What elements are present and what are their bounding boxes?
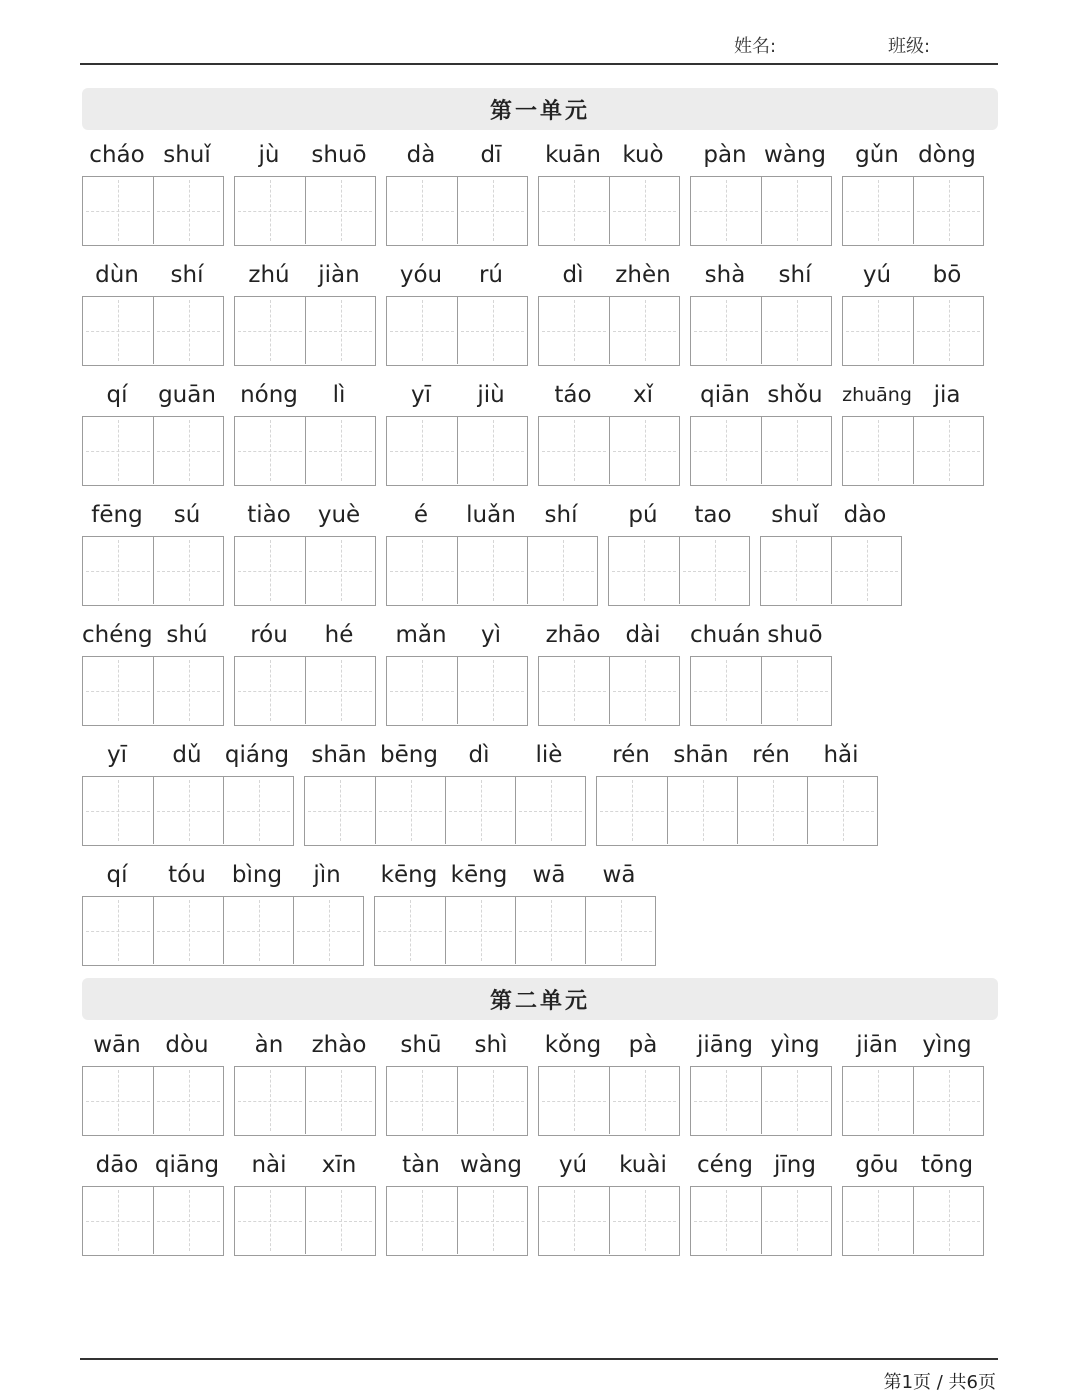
pinyin-label: kēng [450,862,508,888]
writing-cell[interactable] [539,417,609,484]
tian-zi-ge-grid [538,416,680,486]
tian-zi-ge-grid [234,536,376,606]
tian-zi-ge-grid [82,296,224,366]
pinyin-label: zhèn [615,262,671,288]
tian-zi-ge-grid [386,1186,528,1256]
writing-cell[interactable] [293,897,363,964]
unit-1-header [82,88,998,130]
writing-cell[interactable] [375,777,445,844]
writing-cell[interactable] [457,657,527,724]
writing-cell[interactable] [843,177,913,244]
pinyin-label: kēng [380,862,438,888]
writing-cell[interactable] [305,297,375,364]
writing-cell[interactable] [609,1187,679,1254]
unit-2-header [82,978,998,1020]
tian-zi-ge-grid [234,1186,376,1256]
pinyin-label: é [413,502,429,528]
writing-cell[interactable] [691,297,761,364]
writing-cell[interactable] [305,537,375,604]
writing-cell[interactable] [609,657,679,724]
writing-cell[interactable] [609,1067,679,1134]
writing-cell[interactable] [305,777,375,844]
writing-cell[interactable] [223,777,293,844]
writing-cell[interactable] [387,657,457,724]
pinyin-label: zhú [248,262,290,288]
writing-cell[interactable] [305,1067,375,1134]
writing-cell[interactable] [153,897,223,964]
writing-cell[interactable] [445,897,515,964]
pinyin-label: shuō [767,622,823,648]
pinyin-label: shān [673,742,729,768]
writing-cell[interactable] [83,897,153,964]
pinyin-label: cháo [89,142,145,168]
tian-zi-ge-grid [386,656,528,726]
tian-zi-ge-grid [842,296,984,366]
writing-cell[interactable] [597,777,667,844]
tian-zi-ge-grid [842,176,984,246]
writing-cell[interactable] [83,177,153,244]
pinyin-label: nài [251,1152,287,1178]
writing-cell[interactable] [235,417,305,484]
pinyin-label: àn [254,1032,284,1058]
writing-cell[interactable] [539,657,609,724]
tian-zi-ge-grid [386,176,528,246]
pinyin-label: yìng [770,1032,820,1058]
pinyin-label: shú [166,622,208,648]
pinyin-label: yī [106,742,127,768]
writing-cell[interactable] [153,537,223,604]
tian-zi-ge-grid [374,896,656,966]
tian-zi-ge-grid [234,1066,376,1136]
pinyin-label: shí [544,502,578,528]
pinyin-label: tàn [402,1152,440,1178]
pinyin-label: xīn [321,1152,357,1178]
pinyin-label: céng [697,1152,753,1178]
pinyin-label: shì [474,1032,508,1058]
pinyin-label: dì [562,262,584,288]
pinyin-label: qí [106,862,128,888]
pinyin-label: hǎi [823,742,859,768]
writing-cell[interactable] [843,417,913,484]
header-rule [80,63,998,65]
pinyin-label: dòu [165,1032,209,1058]
tian-zi-ge-grid [690,656,832,726]
pinyin-label: jìn [313,862,341,888]
writing-cell[interactable] [609,537,679,604]
writing-cell[interactable] [515,897,585,964]
writing-cell[interactable] [761,657,831,724]
tian-zi-ge-grid [842,416,984,486]
pinyin-label: pú [628,502,658,528]
pinyin-label: jù [258,142,280,168]
tian-zi-ge-grid [82,536,224,606]
tian-zi-ge-grid [82,776,294,846]
name-label: 姓名: [734,36,777,57]
pinyin-label: jiàn [318,262,360,288]
writing-cell[interactable] [83,657,153,724]
pinyin-label: tiào [247,502,291,528]
pinyin-label: kǒng [544,1032,602,1058]
writing-cell[interactable] [843,297,913,364]
writing-cell[interactable] [913,297,983,364]
writing-cell[interactable] [235,657,305,724]
pinyin-label: bēng [380,742,438,768]
writing-cell[interactable] [153,417,223,484]
writing-cell[interactable] [761,297,831,364]
writing-cell[interactable] [667,777,737,844]
tian-zi-ge-grid [608,536,750,606]
writing-cell[interactable] [83,1187,153,1254]
pinyin-label: shān [311,742,367,768]
pinyin-label: kuò [622,142,664,168]
pinyin-label: yuè [317,502,361,528]
tian-zi-ge-grid [304,776,586,846]
writing-cell[interactable] [843,1067,913,1134]
pinyin-label: wàng [763,142,827,168]
pinyin-label: kuān [545,142,601,168]
tian-zi-ge-grid [82,1186,224,1256]
pinyin-label: yī [410,382,431,408]
pinyin-label: pà [628,1032,658,1058]
pinyin-label: yú [862,262,892,288]
writing-cell[interactable] [153,657,223,724]
writing-cell[interactable] [913,417,983,484]
writing-cell[interactable] [445,777,515,844]
writing-cell[interactable] [761,177,831,244]
pinyin-label: qí [106,382,128,408]
tian-zi-ge-grid [596,776,878,846]
writing-cell[interactable] [387,1187,457,1254]
writing-cell[interactable] [609,177,679,244]
pinyin-label: wàng [459,1152,523,1178]
pinyin-label: jia [933,382,961,408]
writing-cell[interactable] [691,1187,761,1254]
pinyin-label: shuǐ [771,502,819,528]
tian-zi-ge-grid [234,176,376,246]
tian-zi-ge-grid [82,176,224,246]
tian-zi-ge-grid [234,416,376,486]
unit-1-title: 第一单元 [489,97,590,124]
pinyin-label: sú [173,502,201,528]
tian-zi-ge-grid [386,536,598,606]
writing-cell[interactable] [679,537,749,604]
writing-cell[interactable] [609,417,679,484]
writing-cell[interactable] [235,537,305,604]
writing-cell[interactable] [83,1067,153,1134]
pinyin-label: kuài [619,1152,667,1178]
writing-cell[interactable] [457,297,527,364]
writing-cell[interactable] [153,1067,223,1134]
footer-rule [80,1358,998,1360]
pinyin-label: jiāng [696,1032,754,1058]
pinyin-label: wān [93,1032,141,1058]
tian-zi-ge-grid [82,1066,224,1136]
pinyin-label: tōng [920,1152,974,1178]
pinyin-label: rén [752,742,790,768]
pinyin-label: wā [602,862,636,888]
pinyin-label: bō [932,262,962,288]
pinyin-label: yóu [399,262,443,288]
tian-zi-ge-grid [234,656,376,726]
pinyin-label: yì [480,622,501,648]
writing-cell[interactable] [761,1187,831,1254]
pinyin-label: shí [778,262,812,288]
writing-cell[interactable] [457,537,527,604]
writing-cell[interactable] [585,897,655,964]
tian-zi-ge-grid [386,296,528,366]
writing-cell[interactable] [831,537,901,604]
tian-zi-ge-grid [760,536,902,606]
writing-cell[interactable] [737,777,807,844]
tian-zi-ge-grid [538,656,680,726]
pinyin-label: wā [532,862,566,888]
pinyin-label: dùn [95,262,139,288]
pinyin-label: shí [170,262,204,288]
pinyin-label: rén [612,742,650,768]
pinyin-label: lì [332,382,346,408]
tian-zi-ge-grid [690,1186,832,1256]
pinyin-label: liè [535,742,563,768]
writing-cell[interactable] [235,177,305,244]
writing-cell[interactable] [305,1187,375,1254]
pinyin-label: qiāng [154,1152,220,1178]
pinyin-label: shǒu [767,382,823,408]
writing-cell[interactable] [913,1187,983,1254]
pinyin-label: tao [694,502,732,528]
tian-zi-ge-grid [690,296,832,366]
writing-cell[interactable] [457,417,527,484]
pinyin-label: luǎn [466,502,516,528]
writing-cell[interactable] [235,1187,305,1254]
writing-cell[interactable] [527,537,597,604]
writing-cell[interactable] [761,1067,831,1134]
pinyin-label: dài [625,622,661,648]
writing-cell[interactable] [153,777,223,844]
pinyin-label: jiān [856,1032,898,1058]
pinyin-label: dà [406,142,436,168]
pinyin-label: xǐ [632,382,653,408]
writing-cell[interactable] [691,417,761,484]
pinyin-label: pàn [703,142,747,168]
writing-cell[interactable] [807,777,877,844]
pinyin-label: dǔ [172,742,202,768]
class-label: 班级: [888,36,931,57]
writing-cell[interactable] [457,1187,527,1254]
pinyin-label: jiù [477,382,505,408]
tian-zi-ge-grid [690,1066,832,1136]
pinyin-label: yú [558,1152,588,1178]
writing-cell[interactable] [387,177,457,244]
pinyin-label: dī [480,142,502,168]
pinyin-label: dì [468,742,490,768]
unit-2-title: 第二单元 [489,987,590,1014]
writing-cell[interactable] [235,1067,305,1134]
writing-cell[interactable] [83,537,153,604]
writing-cell[interactable] [913,177,983,244]
pinyin-label: qiáng [224,742,290,768]
pinyin-label: yìng [922,1032,972,1058]
pinyin-label: gōu [855,1152,899,1178]
writing-cell[interactable] [761,417,831,484]
pinyin-label: tóu [168,862,206,888]
writing-cell[interactable] [539,297,609,364]
writing-cell[interactable] [223,897,293,964]
tian-zi-ge-grid [234,296,376,366]
writing-cell[interactable] [913,1067,983,1134]
writing-cell[interactable] [539,177,609,244]
writing-cell[interactable] [691,657,761,724]
pinyin-label: chéng [82,622,153,648]
writing-cell[interactable] [153,1187,223,1254]
writing-cell[interactable] [761,537,831,604]
writing-cell[interactable] [83,417,153,484]
pinyin-label: mǎn [395,622,447,648]
tian-zi-ge-grid [386,1066,528,1136]
tian-zi-ge-grid [538,176,680,246]
writing-cell[interactable] [387,417,457,484]
tian-zi-ge-grid [690,416,832,486]
pinyin-label: dào [843,502,887,528]
tian-zi-ge-grid [386,416,528,486]
pinyin-label: shà [704,262,746,288]
pinyin-label: jīng [774,1152,816,1178]
pinyin-label: rú [478,262,504,288]
pinyin-label: gǔn [855,142,899,168]
writing-cell[interactable] [387,1067,457,1134]
tian-zi-ge-grid [842,1186,984,1256]
pinyin-label: róu [250,622,288,648]
pinyin-label: shuǐ [163,142,211,168]
tian-zi-ge-grid [82,896,364,966]
writing-cell[interactable] [387,297,457,364]
pinyin-label: dòng [918,142,976,168]
writing-cell[interactable] [691,177,761,244]
tian-zi-ge-grid [82,656,224,726]
writing-cell[interactable] [609,297,679,364]
writing-cell[interactable] [457,1067,527,1134]
pinyin-label: dāo [95,1152,139,1178]
pinyin-label: nóng [240,382,298,408]
pinyin-label: hé [324,622,354,648]
writing-cell[interactable] [539,1187,609,1254]
writing-cell[interactable] [153,177,223,244]
tian-zi-ge-grid [842,1066,984,1136]
page-number: 第1页 / 共6页 [883,1372,996,1393]
writing-cell[interactable] [691,1067,761,1134]
writing-cell[interactable] [539,1067,609,1134]
writing-cell[interactable] [375,897,445,964]
pinyin-label: guān [158,382,216,408]
writing-cell[interactable] [305,657,375,724]
pinyin-label: shuō [311,142,367,168]
pinyin-label: bìng [231,862,283,888]
writing-cell[interactable] [457,177,527,244]
writing-cell[interactable] [843,1187,913,1254]
pinyin-label: fēng [91,502,143,528]
pinyin-label: zhuāng [842,384,912,406]
pinyin-label: zhào [311,1032,367,1058]
writing-cell[interactable] [235,297,305,364]
tian-zi-ge-grid [538,1186,680,1256]
tian-zi-ge-grid [690,176,832,246]
writing-cell[interactable] [305,177,375,244]
writing-cell[interactable] [387,537,457,604]
pinyin-label: chuán [690,622,761,648]
tian-zi-ge-grid [82,416,224,486]
pinyin-label: zhāo [545,622,601,648]
pinyin-label: táo [554,382,592,408]
writing-cell[interactable] [153,297,223,364]
pinyin-label: shū [400,1032,442,1058]
writing-cell[interactable] [83,777,153,844]
tian-zi-ge-grid [538,296,680,366]
tian-zi-ge-grid [538,1066,680,1136]
writing-cell[interactable] [515,777,585,844]
pinyin-label: qiān [700,382,750,408]
writing-cell[interactable] [83,297,153,364]
writing-cell[interactable] [305,417,375,484]
